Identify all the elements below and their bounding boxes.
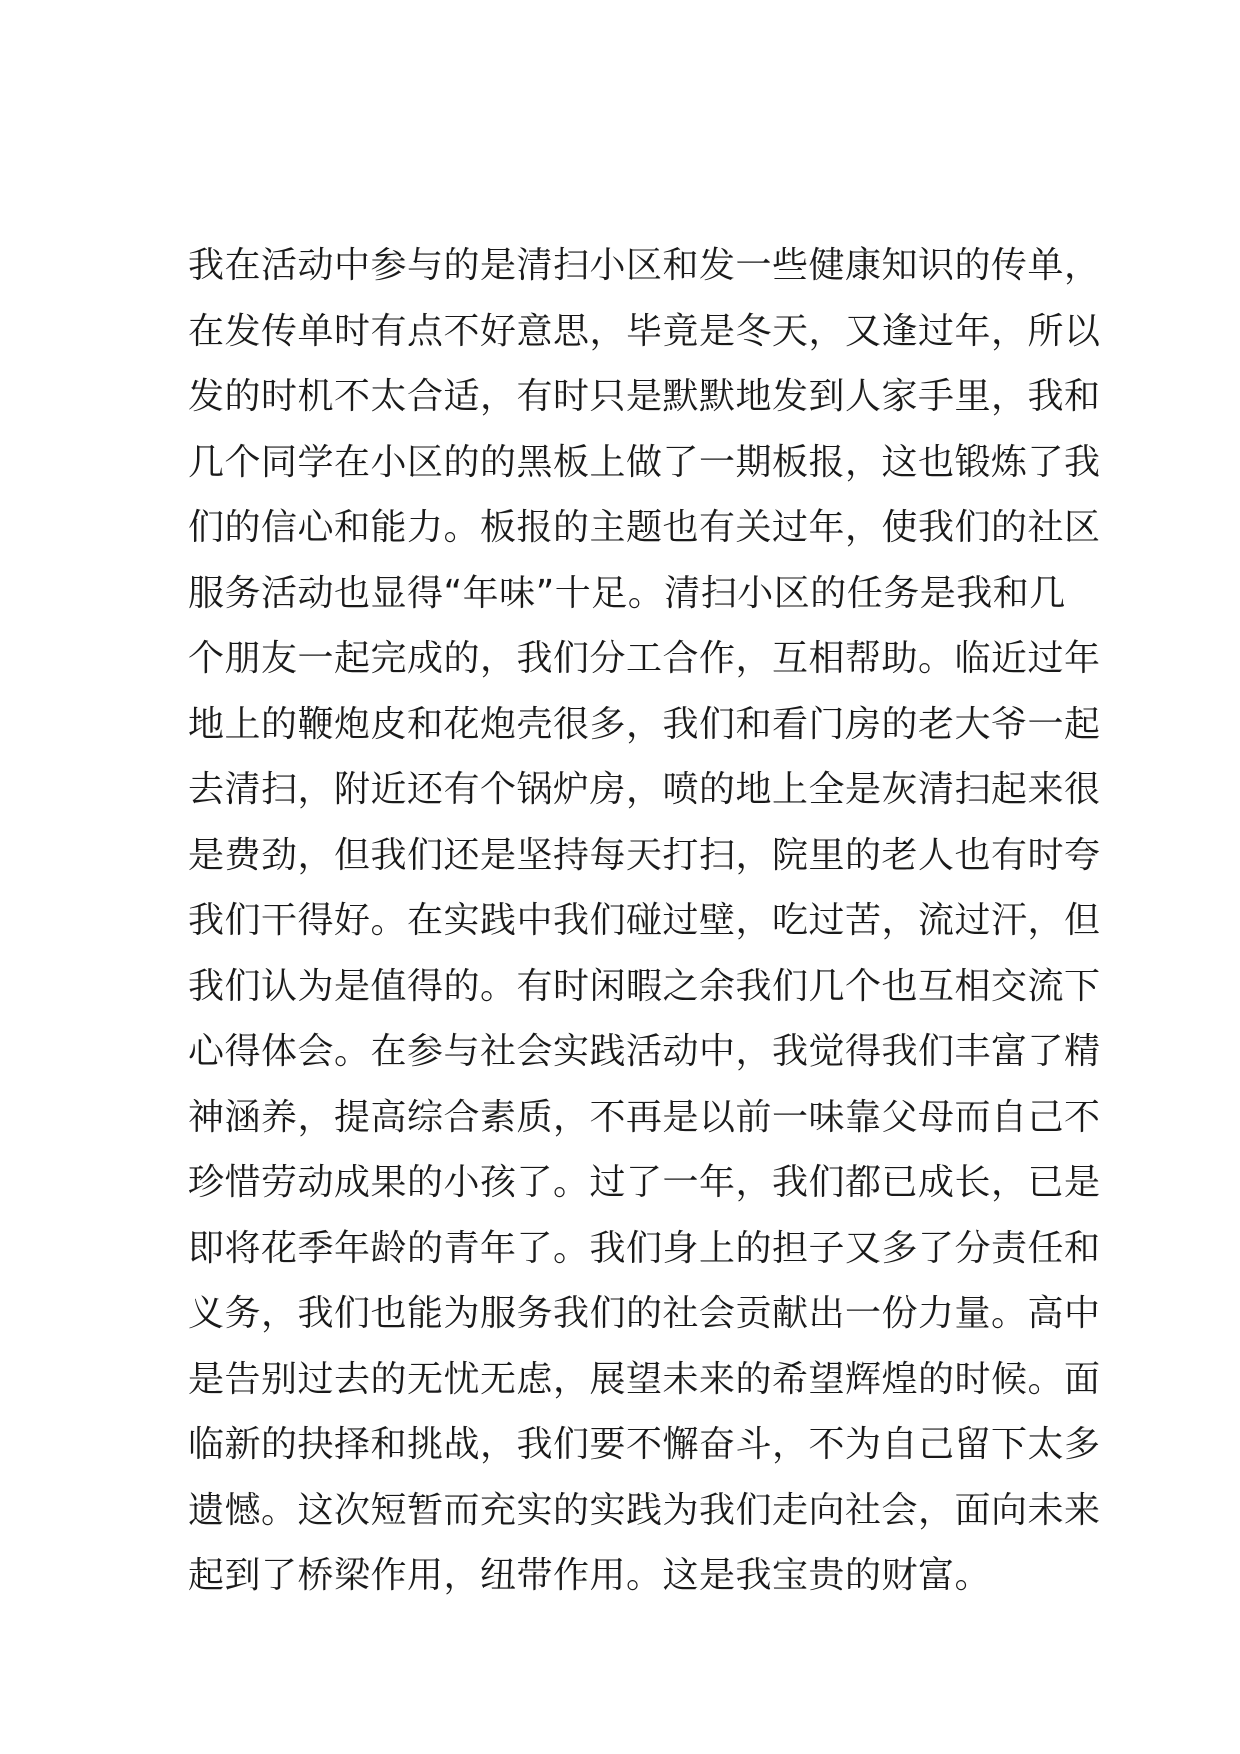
paragraph-line: 神涵养，提高综合素质，不再是以前一味靠父母而自己不 <box>188 1096 1101 1138</box>
paragraph-line: 珍惜劳动成果的小孩了。过了一年，我们都已成长，已是 <box>188 1162 1101 1203</box>
paragraph-line: 几个同学在小区的的黑板上做了一期板报，这也锻炼了我 <box>188 441 1101 483</box>
paragraph-line: 是告别过去的无忧无虑，展望未来的希望辉煌的时候。面 <box>188 1358 1101 1400</box>
body-paragraph <box>188 233 1101 1609</box>
paragraph-line: 发的时机不太合适，有时只是默默地发到人家手里，我和 <box>188 376 1101 417</box>
paragraph-line: 我们干得好。在实践中我们碰过壁，吃过苦，流过汗，但 <box>188 900 1101 941</box>
paragraph-line: 在发传单时有点不好意思，毕竟是冬天，又逢过年，所以 <box>188 310 1101 352</box>
paragraph-line: 地上的鞭炮皮和花炮壳很多，我们和看门房的老大爷一起 <box>188 703 1101 745</box>
paragraph-line: 义务，我们也能为服务我们的社会贡献出一份力量。高中 <box>188 1293 1101 1334</box>
paragraph-line: 遗憾。这次短暂而充实的实践为我们走向社会，面向未来 <box>188 1489 1101 1531</box>
paragraph-line: 我们认为是值得的。有时闲暇之余我们几个也互相交流下 <box>188 965 1101 1007</box>
paragraph-line: 心得体会。在参与社会实践活动中，我觉得我们丰富了精 <box>188 1031 1101 1072</box>
paragraph-line: 起到了桥梁作用，纽带作用。这是我宝贵的财富。 <box>188 1555 992 1596</box>
paragraph-line: 去清扫，附近还有个锅炉房，喷的地上全是灰清扫起来很 <box>188 769 1101 810</box>
paragraph-line: 即将花季年龄的青年了。我们身上的担子又多了分责任和 <box>188 1227 1101 1269</box>
paragraph-line: 服务活动也显得“年味”十足。清扫小区的任务是我和几 <box>188 572 1066 614</box>
paragraph-line: 是费劲，但我们还是坚持每天打扫，院里的老人也有时夸 <box>188 834 1101 876</box>
paragraph-line: 临新的抉择和挑战，我们要不懈奋斗，不为自己留下太多 <box>188 1424 1101 1465</box>
paragraph-line: 我在活动中参与的是清扫小区和发一些健康知识的传单， <box>188 245 1101 286</box>
paragraph-line: 们的信心和能力。板报的主题也有关过年，使我们的社区 <box>188 507 1101 548</box>
paragraph-line: 个朋友一起完成的，我们分工合作，互相帮助。临近过年 <box>188 638 1101 679</box>
